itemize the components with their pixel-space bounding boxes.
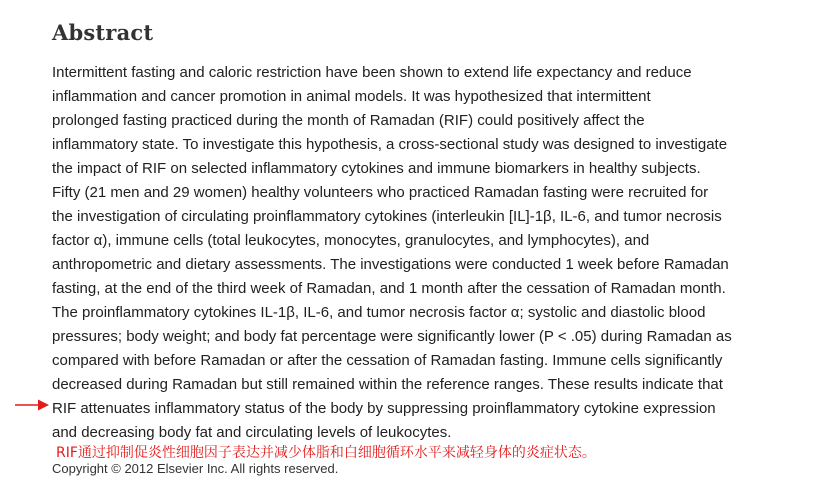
- abstract-line: anthropometric and dietary assessments. The investigations were conducted 1 week before Ramadan: [52, 256, 729, 273]
- abstract-line: pressures; body weight; and body fat percentage were significantly lower (P < .05) during Ramadan as: [52, 328, 732, 345]
- abstract-line: and decreasing body fat and circulating levels of leukocytes.: [52, 424, 452, 441]
- abstract-line: the impact of RIF on selected inflammatory cytokines and immune biomarkers in healthy subjects.: [52, 160, 701, 177]
- abstract-line: inflammation and cancer promotion in animal models. It was hypothesized that intermittent: [52, 88, 651, 105]
- abstract-line: The proinflammatory cytokines IL-1β, IL-6, and tumor necrosis factor α; systolic and diastolic blood: [52, 304, 706, 321]
- abstract-text: [52, 61, 792, 445]
- abstract-line: decreased during Ramadan but still remained within the reference ranges. These results indicate that: [52, 376, 723, 393]
- abstract-line: prolonged fasting practiced during the month of Ramadan (RIF) could positively affect the: [52, 112, 645, 129]
- chinese-annotation: RIF通过抑制促炎性细胞因子表达并减少体脂和白细胞循环水平来减轻身体的炎症状态。: [56, 445, 596, 461]
- abstract-line: factor α), immune cells (total leukocytes, monocytes, granulocytes, and lymphocytes), and: [52, 232, 650, 249]
- abstract-line: Intermittent fasting and caloric restriction have been shown to extend life expectancy and reduce: [52, 64, 692, 81]
- abstract-line-highlighted: RIF attenuates inflammatory status of the body by suppressing proinflammatory cytokine expression: [52, 400, 716, 417]
- abstract-line: fasting, at the end of the third week of Ramadan, and 1 month after the cessation of Ramadan month.: [52, 280, 726, 297]
- abstract-line: Fifty (21 men and 29 women) healthy volunteers who practiced Ramadan fasting were recruited for: [52, 184, 709, 201]
- red-arrow-right-icon: [14, 398, 50, 412]
- abstract-line: inflammatory state. To investigate this hypothesis, a cross-sectional study was designed to investigate: [52, 136, 728, 153]
- abstract-line: the investigation of circulating proinflammatory cytokines (interleukin [IL]-1β, IL-6, and tumor necrosis: [52, 208, 722, 225]
- copyright-notice: Copyright © 2012 Elsevier Inc. All rights reserved.: [52, 461, 339, 476]
- abstract-line: compared with before Ramadan or after the cessation of Ramadan fasting. Immune cells significantly: [52, 352, 723, 369]
- abstract-heading: Abstract: [52, 20, 154, 45]
